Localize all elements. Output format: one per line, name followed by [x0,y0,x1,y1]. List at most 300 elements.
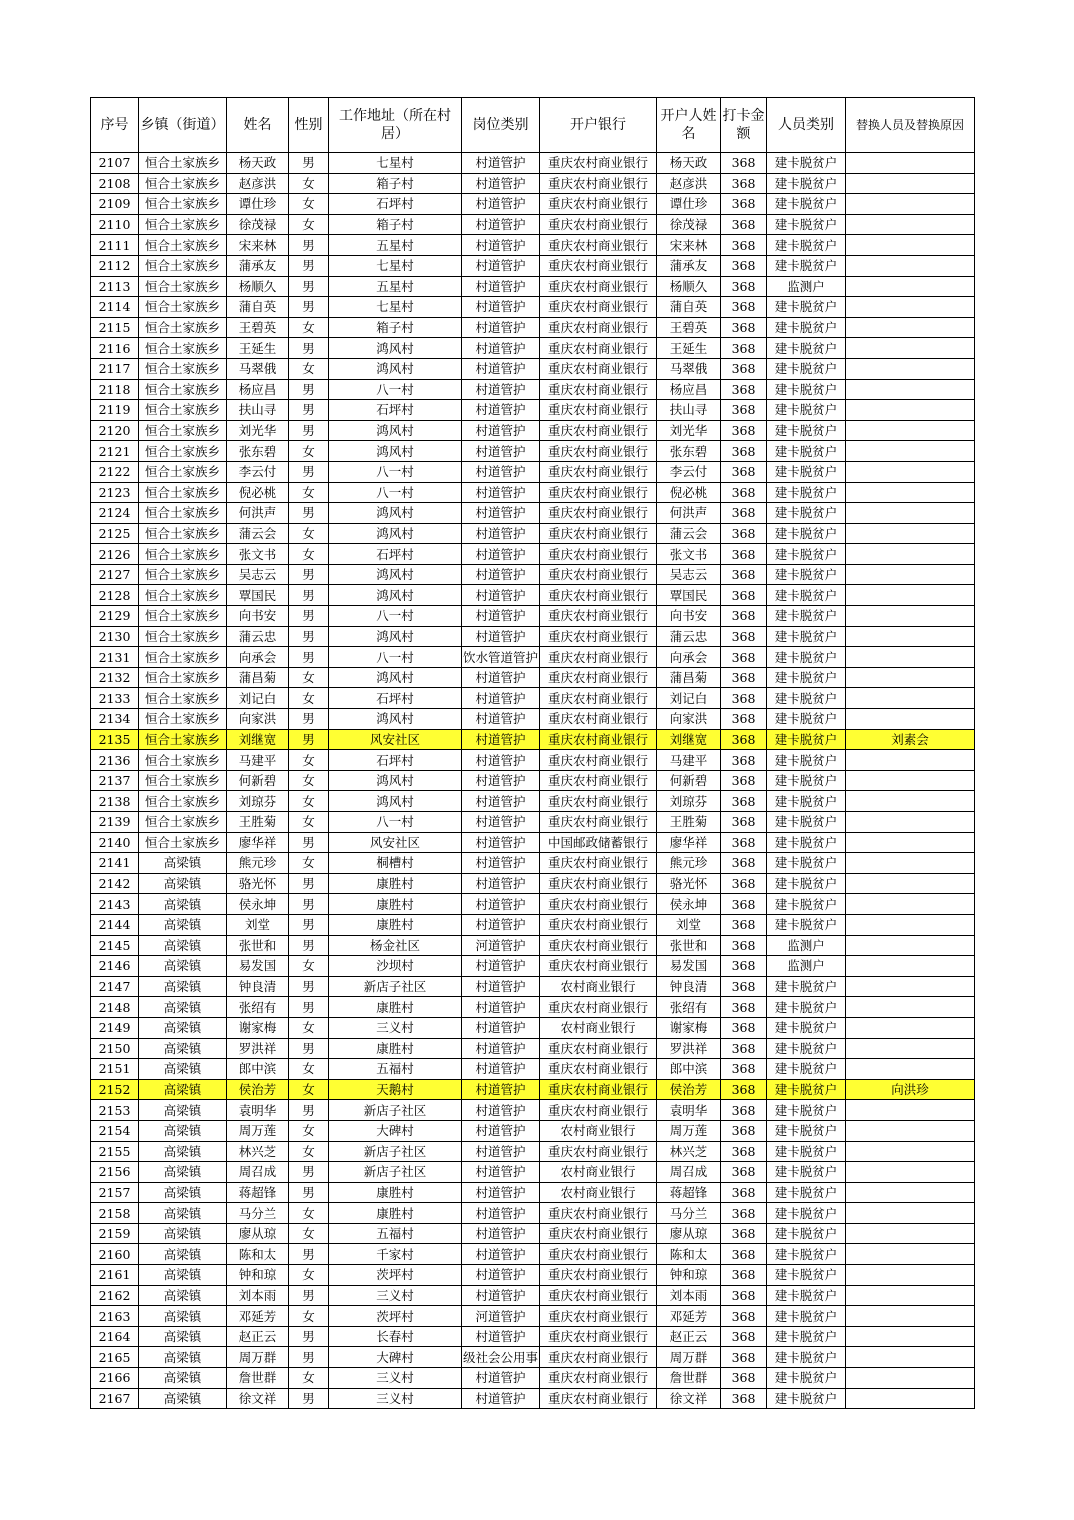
cell-account-holder: 周万莲 [657,1120,721,1141]
cell-bank: 重庆农村商业银行 [540,1265,657,1286]
cell-account-holder: 钟和琼 [657,1265,721,1286]
cell-work-address: 茨坪村 [329,1265,462,1286]
cell-work-address: 鸿风村 [329,770,462,791]
cell-index: 2162 [91,1285,139,1306]
cell-work-address: 八一村 [329,379,462,400]
cell-index: 2140 [91,832,139,853]
cell-gender: 女 [289,750,329,771]
cell-name: 蒋超锋 [227,1182,289,1203]
cell-amount: 368 [721,1285,767,1306]
cell-gender: 女 [289,1306,329,1327]
cell-name: 骆光怀 [227,873,289,894]
cell-person-category: 建卡脱贫户 [767,1223,846,1244]
cell-gender: 男 [289,606,329,627]
cell-index: 2165 [91,1347,139,1368]
cell-name: 詹世群 [227,1368,289,1389]
cell-work-address: 五福村 [329,1059,462,1080]
cell-work-address: 康胜村 [329,894,462,915]
cell-replacement [846,812,975,833]
table-row [91,914,975,935]
cell-gender: 男 [289,894,329,915]
cell-name: 钟和琼 [227,1265,289,1286]
cell-name: 罗洪祥 [227,1038,289,1059]
cell-township: 恒合土家族乡 [139,420,227,441]
cell-person-category: 建卡脱贫户 [767,358,846,379]
cell-account-holder: 向书安 [657,606,721,627]
cell-post-type: 村道管护 [462,667,540,688]
cell-person-category: 建卡脱贫户 [767,976,846,997]
cell-work-address: 大碑村 [329,1347,462,1368]
cell-account-holder: 刘琼芬 [657,791,721,812]
cell-bank: 重庆农村商业银行 [540,1326,657,1347]
cell-name: 王延生 [227,338,289,359]
cell-township: 恒合土家族乡 [139,173,227,194]
cell-bank: 重庆农村商业银行 [540,255,657,276]
table-row [91,1038,975,1059]
cell-amount: 368 [721,194,767,215]
cell-work-address: 八一村 [329,647,462,668]
cell-account-holder: 马建平 [657,750,721,771]
cell-name: 何新碧 [227,770,289,791]
cell-index: 2117 [91,358,139,379]
cell-amount: 368 [721,606,767,627]
table-row [91,1120,975,1141]
cell-person-category: 建卡脱贫户 [767,1182,846,1203]
cell-index: 2132 [91,667,139,688]
cell-account-holder: 易发国 [657,956,721,977]
cell-replacement [846,1017,975,1038]
cell-post-type: 村道管护 [462,688,540,709]
cell-bank: 农村商业银行 [540,1120,657,1141]
cell-replacement [846,1326,975,1347]
table-row [91,935,975,956]
col-header-work-address: 工作地址（所在村居） [329,98,462,153]
cell-post-type: 村道管护 [462,1285,540,1306]
cell-post-type: 村道管护 [462,1017,540,1038]
cell-post-type: 村道管护 [462,1368,540,1389]
cell-post-type: 村道管护 [462,523,540,544]
table-row [91,976,975,997]
table-row [91,812,975,833]
cell-post-type: 村道管护 [462,420,540,441]
cell-work-address: 鸿风村 [329,503,462,524]
col-header-account-holder: 开户人姓名 [657,98,721,153]
table-row [91,832,975,853]
cell-bank: 重庆农村商业银行 [540,1306,657,1327]
cell-bank: 农村商业银行 [540,1182,657,1203]
cell-replacement [846,523,975,544]
cell-name: 王胜菊 [227,812,289,833]
cell-person-category: 建卡脱贫户 [767,1038,846,1059]
cell-work-address: 五星村 [329,235,462,256]
cell-index: 2138 [91,791,139,812]
cell-person-category: 建卡脱贫户 [767,461,846,482]
cell-post-type: 村道管护 [462,1182,540,1203]
cell-township: 恒合土家族乡 [139,729,227,750]
cell-replacement [846,338,975,359]
cell-index: 2121 [91,441,139,462]
table-row [91,1182,975,1203]
cell-bank: 重庆农村商业银行 [540,853,657,874]
cell-replacement [846,544,975,565]
cell-gender: 女 [289,544,329,565]
cell-name: 蒲昌菊 [227,667,289,688]
cell-gender: 女 [289,1079,329,1100]
table-row [91,235,975,256]
cell-name: 刘光华 [227,420,289,441]
cell-township: 恒合土家族乡 [139,606,227,627]
cell-work-address: 鸿风村 [329,420,462,441]
cell-amount: 368 [721,1347,767,1368]
cell-gender: 男 [289,338,329,359]
cell-work-address: 八一村 [329,812,462,833]
cell-name: 林兴芝 [227,1141,289,1162]
cell-index: 2129 [91,606,139,627]
cell-post-type: 村道管护 [462,379,540,400]
header-row [91,98,975,153]
cell-township: 恒合土家族乡 [139,379,227,400]
cell-bank: 重庆农村商业银行 [540,1100,657,1121]
cell-work-address: 鸿风村 [329,564,462,585]
table-row [91,523,975,544]
cell-account-holder: 吴志云 [657,564,721,585]
cell-replacement [846,1203,975,1224]
cell-person-category: 建卡脱贫户 [767,1141,846,1162]
cell-amount: 368 [721,1368,767,1389]
cell-township: 恒合土家族乡 [139,832,227,853]
cell-work-address: 八一村 [329,606,462,627]
cell-account-holder: 刘继宽 [657,729,721,750]
cell-index: 2127 [91,564,139,585]
cell-person-category: 建卡脱贫户 [767,523,846,544]
cell-township: 恒合土家族乡 [139,750,227,771]
cell-township: 恒合土家族乡 [139,461,227,482]
cell-work-address: 康胜村 [329,1038,462,1059]
col-header-replacement: 替换人员及替换原因 [846,98,975,153]
cell-person-category: 建卡脱贫户 [767,1285,846,1306]
cell-amount: 368 [721,544,767,565]
cell-amount: 368 [721,564,767,585]
cell-index: 2136 [91,750,139,771]
cell-replacement [846,935,975,956]
cell-post-type: 村道管护 [462,461,540,482]
cell-township: 恒合土家族乡 [139,647,227,668]
cell-person-category: 建卡脱贫户 [767,626,846,647]
cell-index: 2116 [91,338,139,359]
cell-gender: 男 [289,935,329,956]
cell-gender: 男 [289,729,329,750]
cell-amount: 368 [721,214,767,235]
cell-replacement [846,420,975,441]
cell-gender: 女 [289,1368,329,1389]
cell-gender: 女 [289,194,329,215]
col-header-name: 姓名 [227,98,289,153]
cell-gender: 男 [289,1100,329,1121]
cell-amount: 368 [721,585,767,606]
cell-replacement [846,461,975,482]
cell-work-address: 桐槽村 [329,853,462,874]
cell-post-type: 村道管护 [462,276,540,297]
cell-post-type: 级社会公用事 [462,1347,540,1368]
cell-account-holder: 赵正云 [657,1326,721,1347]
cell-township: 恒合土家族乡 [139,255,227,276]
cell-name: 徐文祥 [227,1388,289,1409]
cell-index: 2137 [91,770,139,791]
cell-post-type: 村道管护 [462,482,540,503]
cell-work-address: 鸿风村 [329,523,462,544]
cell-account-holder: 马分兰 [657,1203,721,1224]
cell-township: 高梁镇 [139,1388,227,1409]
cell-person-category: 建卡脱贫户 [767,441,846,462]
cell-name: 赵正云 [227,1326,289,1347]
cell-bank: 重庆农村商业银行 [540,544,657,565]
cell-account-holder: 熊元珍 [657,853,721,874]
cell-replacement [846,1059,975,1080]
cell-amount: 368 [721,441,767,462]
cell-township: 高梁镇 [139,1017,227,1038]
cell-index: 2128 [91,585,139,606]
cell-index: 2114 [91,297,139,318]
cell-gender: 女 [289,1141,329,1162]
cell-amount: 368 [721,626,767,647]
cell-bank: 农村商业银行 [540,976,657,997]
cell-gender: 男 [289,1244,329,1265]
cell-post-type: 村道管护 [462,173,540,194]
cell-account-holder: 谢家梅 [657,1017,721,1038]
cell-amount: 368 [721,667,767,688]
cell-township: 高梁镇 [139,1038,227,1059]
table-row [91,153,975,174]
table-row [91,1347,975,1368]
cell-township: 高梁镇 [139,1223,227,1244]
cell-index: 2139 [91,812,139,833]
cell-replacement [846,1223,975,1244]
cell-name: 杨应昌 [227,379,289,400]
cell-gender: 男 [289,647,329,668]
cell-amount: 368 [721,1182,767,1203]
cell-gender: 男 [289,914,329,935]
cell-name: 倪必桃 [227,482,289,503]
cell-account-holder: 倪必桃 [657,482,721,503]
table-row [91,358,975,379]
cell-account-holder: 刘记白 [657,688,721,709]
cell-replacement [846,956,975,977]
cell-bank: 重庆农村商业银行 [540,1244,657,1265]
cell-person-category: 建卡脱贫户 [767,1347,846,1368]
cell-amount: 368 [721,976,767,997]
cell-name: 宋来林 [227,235,289,256]
cell-replacement [846,564,975,585]
cell-person-category: 建卡脱贫户 [767,770,846,791]
cell-post-type: 村道管护 [462,914,540,935]
cell-township: 恒合土家族乡 [139,770,227,791]
cell-gender: 男 [289,709,329,730]
table-row [91,626,975,647]
cell-index: 2152 [91,1079,139,1100]
cell-index: 2147 [91,976,139,997]
cell-replacement [846,1141,975,1162]
cell-index: 2109 [91,194,139,215]
cell-post-type: 村道管护 [462,297,540,318]
cell-bank: 重庆农村商业银行 [540,317,657,338]
cell-post-type: 村道管护 [462,853,540,874]
cell-gender: 男 [289,976,329,997]
cell-index: 2115 [91,317,139,338]
cell-index: 2167 [91,1388,139,1409]
cell-bank: 重庆农村商业银行 [540,1347,657,1368]
table-row [91,1223,975,1244]
cell-account-holder: 蒲昌菊 [657,667,721,688]
cell-person-category: 建卡脱贫户 [767,173,846,194]
cell-name: 李云付 [227,461,289,482]
cell-bank: 重庆农村商业银行 [540,1285,657,1306]
cell-township: 高梁镇 [139,997,227,1018]
cell-post-type: 村道管护 [462,1203,540,1224]
cell-replacement [846,770,975,791]
cell-account-holder: 张世和 [657,935,721,956]
cell-person-category: 建卡脱贫户 [767,812,846,833]
cell-amount: 368 [721,153,767,174]
cell-township: 高梁镇 [139,1347,227,1368]
cell-replacement [846,688,975,709]
cell-township: 高梁镇 [139,1141,227,1162]
cell-person-category: 建卡脱贫户 [767,1265,846,1286]
cell-person-category: 建卡脱贫户 [767,667,846,688]
cell-bank: 重庆农村商业银行 [540,791,657,812]
cell-gender: 女 [289,1223,329,1244]
cell-replacement [846,832,975,853]
cell-township: 高梁镇 [139,1203,227,1224]
cell-person-category: 建卡脱贫户 [767,317,846,338]
cell-gender: 女 [289,791,329,812]
cell-replacement [846,1162,975,1183]
cell-name: 向家洪 [227,709,289,730]
table-row [91,297,975,318]
cell-replacement [846,400,975,421]
cell-bank: 重庆农村商业银行 [540,914,657,935]
table-row [91,1326,975,1347]
col-header-person-category: 人员类别 [767,98,846,153]
cell-account-holder: 王碧英 [657,317,721,338]
cell-amount: 368 [721,255,767,276]
cell-replacement [846,1244,975,1265]
cell-township: 高梁镇 [139,914,227,935]
cell-amount: 368 [721,770,767,791]
cell-replacement [846,255,975,276]
cell-amount: 368 [721,420,767,441]
cell-name: 何洪声 [227,503,289,524]
cell-name: 袁明华 [227,1100,289,1121]
cell-person-category: 建卡脱贫户 [767,1203,846,1224]
cell-name: 杨天政 [227,153,289,174]
cell-replacement [846,1306,975,1327]
cell-work-address: 三义村 [329,1017,462,1038]
cell-gender: 男 [289,503,329,524]
cell-post-type: 村道管护 [462,1265,540,1286]
cell-person-category: 建卡脱贫户 [767,379,846,400]
cell-name: 张东碧 [227,441,289,462]
cell-post-type: 村道管护 [462,812,540,833]
cell-account-holder: 刘本雨 [657,1285,721,1306]
cell-index: 2124 [91,503,139,524]
cell-amount: 368 [721,1203,767,1224]
cell-work-address: 沙坝村 [329,956,462,977]
cell-name: 侯治芳 [227,1079,289,1100]
cell-bank: 农村商业银行 [540,1017,657,1038]
cell-post-type: 村道管护 [462,956,540,977]
cell-index: 2135 [91,729,139,750]
table-row [91,709,975,730]
cell-township: 恒合土家族乡 [139,626,227,647]
cell-person-category: 建卡脱贫户 [767,1368,846,1389]
cell-replacement [846,1038,975,1059]
cell-gender: 女 [289,667,329,688]
cell-person-category: 建卡脱贫户 [767,1162,846,1183]
cell-work-address: 石坪村 [329,544,462,565]
cell-amount: 368 [721,317,767,338]
cell-township: 恒合土家族乡 [139,812,227,833]
cell-account-holder: 蒲云忠 [657,626,721,647]
cell-post-type: 村道管护 [462,894,540,915]
cell-gender: 男 [289,1347,329,1368]
cell-gender: 男 [289,1038,329,1059]
cell-name: 刘记白 [227,688,289,709]
cell-bank: 重庆农村商业银行 [540,585,657,606]
col-header-index: 序号 [91,98,139,153]
cell-bank: 重庆农村商业银行 [540,235,657,256]
cell-post-type: 村道管护 [462,976,540,997]
cell-township: 高梁镇 [139,873,227,894]
cell-account-holder: 蒋超锋 [657,1182,721,1203]
cell-index: 2141 [91,853,139,874]
cell-work-address: 新店子社区 [329,1162,462,1183]
cell-bank: 重庆农村商业银行 [540,1038,657,1059]
cell-work-address: 鸿风村 [329,791,462,812]
cell-post-type: 村道管护 [462,338,540,359]
cell-name: 刘本雨 [227,1285,289,1306]
cell-gender: 男 [289,873,329,894]
cell-account-holder: 杨应昌 [657,379,721,400]
cell-bank: 重庆农村商业银行 [540,420,657,441]
table-row [91,667,975,688]
cell-township: 恒合土家族乡 [139,791,227,812]
cell-name: 周万莲 [227,1120,289,1141]
cell-post-type: 村道管护 [462,1079,540,1100]
cell-account-holder: 侯永坤 [657,894,721,915]
cell-name: 熊元珍 [227,853,289,874]
cell-index: 2133 [91,688,139,709]
cell-work-address: 千家村 [329,1244,462,1265]
cell-gender: 女 [289,1017,329,1038]
cell-post-type: 村道管护 [462,626,540,647]
cell-index: 2150 [91,1038,139,1059]
cell-name: 侯永坤 [227,894,289,915]
cell-index: 2151 [91,1059,139,1080]
cell-amount: 368 [721,812,767,833]
cell-index: 2126 [91,544,139,565]
cell-account-holder: 詹世群 [657,1368,721,1389]
cell-bank: 农村商业银行 [540,1162,657,1183]
cell-replacement [846,1347,975,1368]
cell-bank: 重庆农村商业银行 [540,523,657,544]
cell-amount: 368 [721,338,767,359]
cell-index: 2143 [91,894,139,915]
cell-township: 高梁镇 [139,1368,227,1389]
cell-name: 杨顺久 [227,276,289,297]
cell-replacement [846,235,975,256]
cell-township: 恒合土家族乡 [139,297,227,318]
cell-index: 2158 [91,1203,139,1224]
